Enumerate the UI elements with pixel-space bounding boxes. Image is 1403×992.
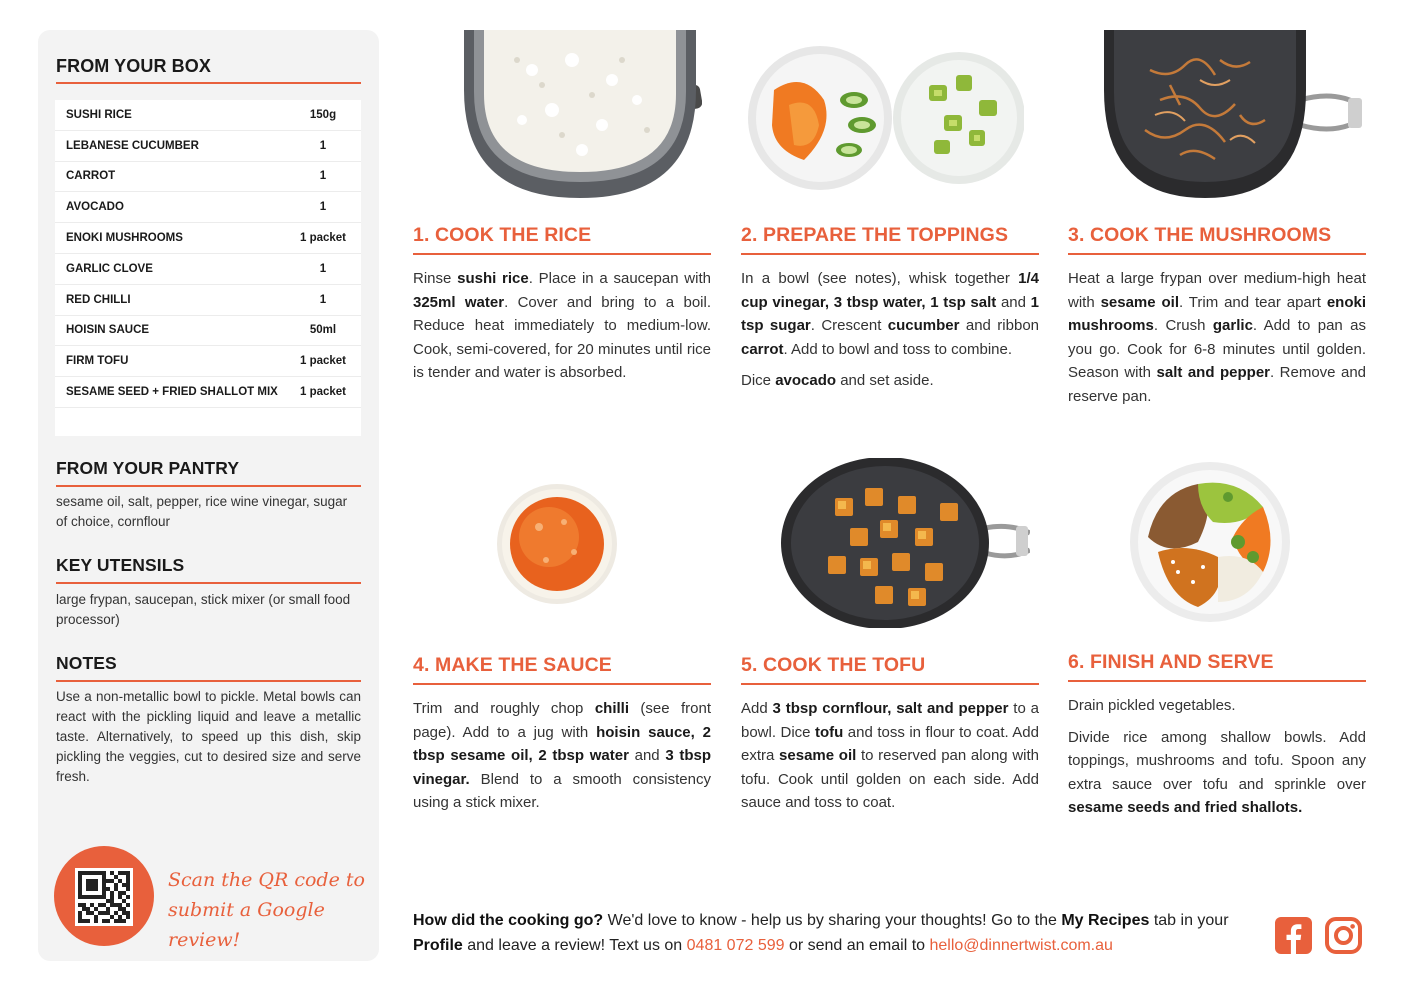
ingredient-quantity: 1 xyxy=(319,139,327,152)
heading-rule xyxy=(56,82,361,84)
email-link[interactable]: hello@dinnertwist.com.au xyxy=(929,937,1113,954)
heading-rule xyxy=(56,582,361,584)
ingredient-highlight: 3 tbsp vinegar. xyxy=(413,747,711,788)
ingredient-quantity: 1 packet xyxy=(299,386,347,399)
instruction-text: Blend to a smooth consistency using a stick mixer. xyxy=(413,770,711,811)
ingredient-highlight: avocado xyxy=(775,372,837,389)
step-4-paragraph xyxy=(413,697,711,815)
instruction-text: . Cover and bring to a boil. Reduce heat immediately to medium-low. Cook, semi-covered, for 20 minutes until rice is tender and water is absorbed. xyxy=(413,293,712,381)
step-3-paragraph xyxy=(1068,267,1366,408)
ingredient-row xyxy=(55,254,361,285)
footer-text: and leave a review! Text us on xyxy=(462,937,687,954)
step-4-title: 4. MAKE THE SAUCE xyxy=(413,654,612,676)
step-1-title: 1. COOK THE RICE xyxy=(413,224,592,246)
step-2-title: 2. PREPARE THE TOPPINGS xyxy=(741,224,1009,246)
ingredient-name: SESAME SEED + FRIED SHALLOT MIX xyxy=(66,386,278,399)
step-5-rule xyxy=(741,683,1039,685)
instruction-text: Divide rice among shallow bowls. Add toppings, mushrooms and tofu. Spoon any extra sauce over tofu and sprinkle over xyxy=(1068,728,1366,793)
ingredient-row xyxy=(55,285,361,316)
footer-text: or send an email to xyxy=(784,937,930,954)
ingredient-name: ENOKI MUSHROOMS xyxy=(66,232,183,245)
ingredient-highlight: salt and pepper xyxy=(1156,364,1270,381)
ingredient-quantity: 1 xyxy=(319,201,327,214)
ingredient-row xyxy=(55,192,361,223)
instruction-text: . Crush xyxy=(1153,317,1213,334)
from-your-pantry-heading: FROM YOUR PANTRY xyxy=(56,458,240,478)
ingredient-row xyxy=(55,100,361,131)
notes-heading: NOTES xyxy=(56,653,117,673)
instruction-text: (see front page). Add to a jug with xyxy=(413,700,712,741)
ingredient-quantity: 1 xyxy=(319,170,327,183)
instruction-text: In a bowl (see notes), whisk together xyxy=(741,270,1019,287)
ingredient-row xyxy=(55,162,361,193)
step-6-paragraph-1 xyxy=(1068,694,1366,718)
finished-bowl-photo xyxy=(1128,462,1292,622)
toppings-bowls-photo xyxy=(744,30,1024,190)
step-5-paragraph xyxy=(741,697,1039,815)
profile-link[interactable]: Profile xyxy=(413,937,463,954)
pantry-text: sesame oil, salt, pepper, rice wine vinegar, sugar of choice, cornflour xyxy=(56,494,348,529)
ingredient-quantity: 50ml xyxy=(309,324,337,337)
step-3-rule xyxy=(1068,253,1366,255)
qr-badge[interactable] xyxy=(54,846,154,946)
ingredient-name: HOISIN SAUCE xyxy=(66,324,150,337)
step-1-text xyxy=(413,267,711,393)
ingredient-highlight: sesame seeds and fried shallots. xyxy=(1068,799,1303,816)
ingredient-highlight: 1 tsp sugar xyxy=(741,293,1039,334)
instruction-text: Heat a large frypan over medium-high heat with xyxy=(1068,270,1366,311)
ingredient-name: GARLIC CLOVE xyxy=(66,262,153,275)
instruction-text: to a bowl. Dice xyxy=(741,700,1040,741)
ingredient-highlight: 1/4 cup vinegar, 3 tbsp water, 1 tsp salt xyxy=(741,270,1039,311)
phone-link[interactable]: 0481 072 599 xyxy=(686,937,785,954)
notes-text: Use a non-metallic bowl to pickle. Metal bowls can react with the pickling liquid and leave a metallic taste. Alternatively, to speed up this dish, skip pickling the veggies, cut to desired size and serve fresh. xyxy=(56,689,361,784)
ingredient-highlight: garlic xyxy=(1212,317,1253,334)
instruction-text: and ribbon xyxy=(959,317,1040,334)
ingredient-row xyxy=(55,316,361,347)
step-4-rule xyxy=(413,683,711,685)
step-1-paragraph xyxy=(413,267,711,385)
ingredient-quantity: 1 xyxy=(319,293,327,306)
step-6-text xyxy=(1068,694,1366,828)
ingredient-name: AVOCADO xyxy=(66,201,124,214)
heading-rule xyxy=(56,680,361,682)
qr-code-icon[interactable] xyxy=(75,868,133,926)
qr-caption xyxy=(168,865,368,955)
rice-pot-photo xyxy=(462,30,702,198)
ingredient-highlight: 3 tbsp cornflour, salt and pepper xyxy=(772,700,1009,717)
step-2-rule xyxy=(741,253,1039,255)
step-2-paragraph-1 xyxy=(741,267,1039,361)
ingredient-highlight: chilli xyxy=(594,700,629,717)
ingredient-row xyxy=(55,377,361,408)
ingredient-quantity: 150g xyxy=(309,108,337,121)
key-utensils-heading: KEY UTENSILS xyxy=(56,555,185,575)
instagram-icon[interactable] xyxy=(1325,917,1362,954)
step-5-text xyxy=(741,697,1039,823)
step-5-title: 5. COOK THE TOFU xyxy=(741,654,926,676)
ingredient-highlight: enoki mushrooms xyxy=(1068,293,1366,334)
instruction-text: and set aside. xyxy=(836,372,934,389)
step-6-title: 6. FINISH AND SERVE xyxy=(1068,651,1274,673)
step-4-text xyxy=(413,697,711,823)
ingredients-panel xyxy=(38,30,379,961)
instruction-text: and xyxy=(996,293,1031,311)
instruction-text: . Place in a saucepan with xyxy=(528,270,711,287)
instruction-text: to reserved pan along with tofu. Cook until golden on each side. Add sauce and toss to coat. xyxy=(741,747,1039,811)
instruction-text: and xyxy=(628,747,666,764)
mushroom-pan-photo xyxy=(1100,30,1365,198)
step-2-text xyxy=(741,267,1039,401)
footer-text: tab in your xyxy=(1149,912,1229,929)
ingredient-row xyxy=(55,223,361,254)
ingredient-highlight: hoisin sauce, 2 tbsp sesame oil, 2 tbsp water xyxy=(413,723,711,764)
instruction-text: Dice xyxy=(741,372,776,389)
sauce-bowl-photo xyxy=(494,482,620,606)
footer-question: How did the cooking go? xyxy=(413,912,604,929)
qr-caption-line-2: submit a Google review! xyxy=(168,899,325,951)
instruction-text: and toss in flour to coat. Add extra xyxy=(741,723,1039,764)
step-6-paragraph-2 xyxy=(1068,726,1366,820)
instruction-text: . Trim and tear apart xyxy=(1179,293,1327,311)
ingredient-quantity: 1 packet xyxy=(299,232,347,245)
ingredient-quantity: 1 xyxy=(319,262,327,275)
tofu-pan-photo xyxy=(780,458,1030,628)
from-your-box-heading: FROM YOUR BOX xyxy=(56,56,211,76)
ingredient-quantity: 1 packet xyxy=(299,355,347,368)
instruction-text: . Crescent xyxy=(810,317,888,334)
footer-text: We'd love to know - help us by sharing your thoughts! Go to the xyxy=(603,912,1062,929)
instruction-text: Add xyxy=(741,700,773,717)
ingredient-name: FIRM TOFU xyxy=(66,355,129,368)
ingredient-highlight: sesame oil xyxy=(779,747,857,764)
ingredient-highlight: 325ml water xyxy=(413,293,505,311)
instruction-text: . Add to bowl and toss to combine. xyxy=(783,340,1013,358)
instruction-text: . Remove and reserve pan. xyxy=(1068,364,1367,405)
step-6-rule xyxy=(1068,680,1366,682)
ingredient-row xyxy=(55,346,361,377)
heading-rule xyxy=(56,485,361,487)
utensils-text: large frypan, saucepan, stick mixer (or small food processor) xyxy=(56,592,351,627)
ingredient-name: CARROT xyxy=(66,170,116,183)
ingredient-highlight: tofu xyxy=(815,723,844,741)
feedback-footer xyxy=(413,908,1263,958)
ingredient-highlight: sushi rice xyxy=(457,270,529,287)
ingredient-highlight: carrot xyxy=(741,340,784,358)
ingredient-highlight: cucumber xyxy=(887,317,960,334)
ingredient-name: RED CHILLI xyxy=(66,293,131,306)
facebook-icon[interactable] xyxy=(1275,917,1312,954)
ingredient-highlight: sesame oil xyxy=(1100,293,1179,311)
box-ingredients-table xyxy=(55,100,361,436)
step-1-rule xyxy=(413,253,711,255)
qr-caption-line-1: Scan the QR code to xyxy=(168,869,365,891)
my-recipes-link[interactable]: My Recipes xyxy=(1061,912,1150,929)
ingredient-row xyxy=(55,131,361,162)
step-3-title: 3. COOK THE MUSHROOMS xyxy=(1068,224,1332,246)
instruction-text: Drain pickled vegetables. xyxy=(1068,697,1236,714)
ingredient-name: LEBANESE CUCUMBER xyxy=(66,139,199,152)
ingredient-name: SUSHI RICE xyxy=(66,108,132,121)
step-3-text xyxy=(1068,267,1366,416)
instruction-text: Rinse xyxy=(413,270,458,287)
step-2-paragraph-2 xyxy=(741,369,1039,393)
instruction-text: Trim and roughly chop xyxy=(413,700,595,717)
instruction-text: . Add to pan as you go. Cook for 6-8 minutes until golden. Season with xyxy=(1068,317,1367,381)
